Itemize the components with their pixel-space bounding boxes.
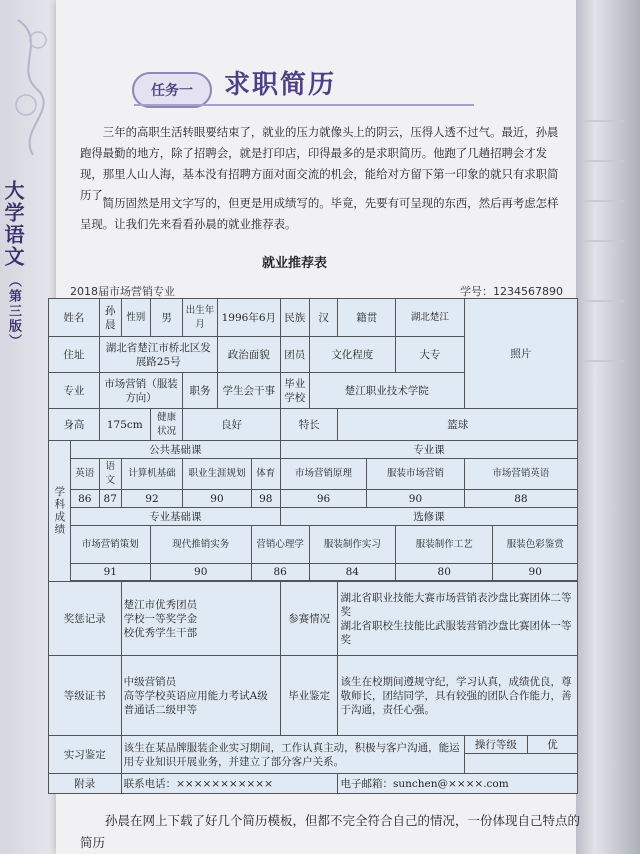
subject-cell: 服装制作实习 — [309, 526, 395, 564]
health-value: 良好 — [183, 409, 281, 441]
next-page-edge — [576, 0, 640, 854]
competition-item: 湖北省职业技能大赛市场营销表沙盘比赛团体二等奖 — [340, 591, 572, 618]
score-cell: 90 — [150, 564, 251, 581]
conduct-value: 优 — [527, 736, 577, 754]
student-number: 学号：1234567890 — [460, 285, 563, 298]
footer-paragraph: 孙晨在网上下载了好几个简历模板，但都不完全符合自己的情况，一份体现自己特点的简历 — [80, 813, 581, 850]
post-value: 学生会干事 — [217, 373, 280, 409]
email-text: 电子邮箱：sunchen@××××.com — [338, 774, 578, 794]
award-item: 楚江市优秀团员 — [123, 598, 198, 611]
major-label: 专业 — [49, 373, 100, 409]
book-edition: （第三版） — [6, 274, 21, 349]
skill-label: 特长 — [280, 409, 338, 441]
ethnic-label: 民族 — [280, 299, 309, 337]
form-title: 就业推荐表 — [262, 256, 328, 271]
cert-item: 普通话二级甲等 — [123, 703, 198, 716]
edu-label: 文化程度 — [309, 337, 395, 373]
class-label: 2018届市场营销专业 — [70, 285, 175, 298]
score-cell: 92 — [121, 490, 183, 508]
name-label: 姓名 — [49, 299, 100, 337]
subject-cell: 体育 — [251, 459, 280, 490]
grad-label: 毕业鉴定 — [280, 656, 338, 736]
birth-value: 1996年6月 — [217, 299, 280, 337]
score-cell: 91 — [70, 564, 150, 581]
subject-cell: 语文 — [99, 459, 121, 490]
cert-item: 高等学校英语应用能力考试A级 — [123, 689, 268, 702]
name-value: 孙晨 — [99, 299, 121, 337]
book-title — [2, 180, 32, 349]
task-badge: 任务一 — [132, 72, 212, 108]
political-value: 团员 — [280, 337, 309, 373]
score-cell: 90 — [367, 490, 465, 508]
subject-cell: 市场营销英语 — [464, 459, 577, 490]
subject-cell: 现代推销实务 — [150, 526, 251, 564]
elective-header: 选修课 — [280, 508, 577, 526]
subject-cell: 市场营销策划 — [70, 526, 150, 564]
awards-list — [121, 582, 280, 656]
intro-paragraph-1: 三年的高职生活转眼要结束了，就业的压力就像头上的阴云，压得人透不过气。最近，孙晨跑得最勤的地方，除了招聘会，就是打印店，印得最多的是求职简历。他跑了几趟招聘会才发现，那里人山人海，基本没有招聘方面对面交流的机会，能给对方留下第一印象的就只有求职简历了。 — [80, 125, 559, 202]
height-label: 身高 — [49, 409, 100, 441]
conduct-label: 操行等级 — [464, 736, 527, 754]
subject-cell: 计算机基础 — [121, 459, 183, 490]
competition-item: 湖北省职校生技能比武服装营销沙盘比赛团体一等奖 — [340, 619, 572, 646]
score-cell: 80 — [395, 564, 493, 581]
award-item: 校优秀学生干部 — [123, 626, 198, 639]
subject-cell: 英语 — [70, 459, 99, 490]
skill-value: 篮球 — [338, 409, 578, 441]
task-title: 求职简历 — [224, 70, 337, 100]
score-cell: 86 — [251, 564, 309, 581]
score-cell: 88 — [464, 490, 577, 508]
awards-label: 奖惩记录 — [49, 582, 122, 656]
school-label: 毕业学校 — [280, 373, 309, 409]
score-cell: 90 — [493, 564, 578, 581]
gender-label: 性别 — [121, 299, 150, 337]
grades-label: 学科成绩 — [49, 441, 71, 582]
subject-cell: 职业生涯规划 — [183, 459, 251, 490]
address-label: 住址 — [49, 337, 100, 373]
gender-value: 男 — [150, 299, 182, 337]
address-value: 湖北省楚江市桥北区发展路25号 — [99, 337, 217, 373]
major-value: 市场营销（服装方向） — [99, 373, 183, 409]
score-cell: 96 — [280, 490, 366, 508]
phone-text: 联系电话：××××××××××× — [121, 774, 338, 794]
score-cell: 90 — [183, 490, 251, 508]
pro-basic-header: 专业基础课 — [70, 508, 280, 526]
edu-value: 大专 — [395, 337, 464, 373]
subject-cell: 市场营销原理 — [280, 459, 366, 490]
ethnic-value: 汉 — [309, 299, 338, 337]
award-item: 学校一等奖学金 — [123, 612, 198, 625]
cert-list — [121, 656, 280, 736]
title-underline — [134, 104, 474, 106]
score-cell: 87 — [99, 490, 121, 508]
intro-paragraph-2: 简历固然是用文字写的，但更是用成绩写的。毕竟，先要有可呈现的东西，然后再考虑怎样呈现。让我们先来看看孙晨的就业推荐表。 — [80, 196, 559, 231]
post-label: 职务 — [183, 373, 217, 409]
subject-cell: 服装制作工艺 — [395, 526, 493, 564]
birth-label: 出生年月 — [183, 299, 217, 337]
cert-label: 等级证书 — [49, 656, 122, 736]
photo-box: 照片 — [464, 299, 577, 409]
professional-header: 专业课 — [280, 441, 577, 459]
score-cell: 86 — [70, 490, 99, 508]
subject-cell: 营销心理学 — [251, 526, 309, 564]
school-value: 楚江职业技术学院 — [309, 373, 464, 409]
cert-item: 中级营销员 — [123, 675, 177, 688]
origin-label: 籍贯 — [338, 299, 395, 337]
subject-cell: 服装市场营销 — [367, 459, 465, 490]
health-label: 健康状况 — [150, 409, 182, 441]
recommendation-form — [48, 298, 578, 794]
origin-value: 湖北楚江 — [395, 299, 464, 337]
subject-cell: 服装色彩鉴赏 — [493, 526, 578, 564]
floral-ornament-icon — [8, 10, 54, 160]
political-label: 政治面貌 — [217, 337, 280, 373]
height-value: 175cm — [99, 409, 150, 441]
intern-label: 实习鉴定 — [49, 736, 122, 774]
intern-text: 该生在某品牌服装企业实习期间，工作认真主动，积极与客户沟通，能运用专业知识开展业务，并建立了部分客户关系。 — [121, 736, 464, 774]
attach-label: 附录 — [49, 774, 122, 794]
competition-list — [338, 582, 578, 656]
grad-text: 该生在校期间遵规守纪，学习认真，成绩优良，尊敬师长，团结同学，具有较强的团队合作能力，善于沟通，责任心强。 — [338, 656, 578, 736]
book-title-text: 大学语文 — [1, 180, 25, 268]
public-basic-header: 公共基础课 — [70, 441, 280, 459]
score-cell: 84 — [309, 564, 395, 581]
score-cell: 98 — [251, 490, 280, 508]
competition-label: 参赛情况 — [280, 582, 338, 656]
